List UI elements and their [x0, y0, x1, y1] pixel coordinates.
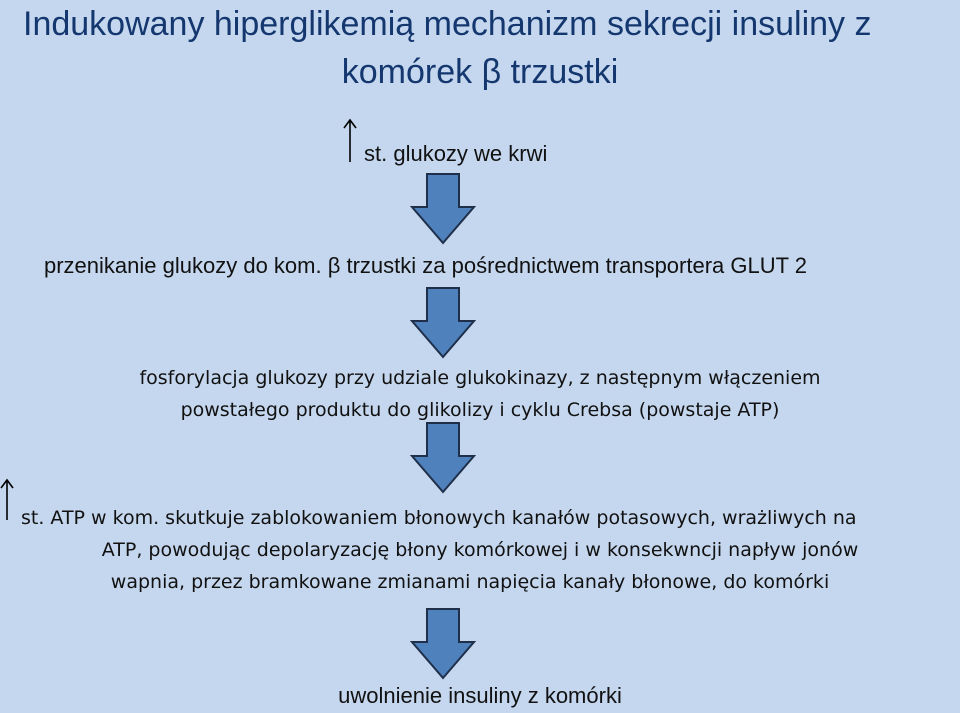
increase-arrow-icon: [343, 118, 357, 162]
step-atp-line-3: wapnia, przez bramkowane zmianami napięcia kanały błonowe, do komórki: [110, 571, 830, 593]
step-phosphorylation-line-2: powstałego produktu do glikolizy i cyklu Crebsa (powstaje ATP): [180, 399, 780, 421]
title-line-2: komórek β trzustki: [341, 53, 619, 91]
step-atp-line-2: ATP, powodując depolaryzację błony komórkowej i w konsekwncji napływ jonów: [101, 539, 859, 561]
step-atp: [0, 502, 960, 598]
step-phosphorylation: [0, 362, 960, 426]
slide-title: [0, 0, 960, 96]
flow-arrow-icon-3: [408, 420, 478, 495]
title-line-1: Indukowany hiperglikemią mechanizm sekrecji insuliny z: [23, 5, 872, 43]
flow-arrow-icon-2: [408, 285, 478, 360]
step-glucose-level: st. glukozy we krwi: [364, 141, 548, 166]
step-insulin-release: uwolnienie insuliny z komórki: [338, 683, 622, 708]
step-glucose-entry: przenikanie glukozy do kom. β trzustki za pośrednictwem transportera GLUT 2: [44, 253, 808, 278]
flow-arrow-icon-1: [408, 171, 478, 246]
flow-arrow-icon-4: [408, 606, 478, 681]
step-atp-line-1: st. ATP w kom. skutkuje zablokowaniem błonowych kanałów potasowych, wrażliwych na: [21, 507, 857, 529]
step-phosphorylation-line-1: fosforylacja glukozy przy udziale glukokinazy, z następnym włączeniem: [139, 367, 821, 389]
